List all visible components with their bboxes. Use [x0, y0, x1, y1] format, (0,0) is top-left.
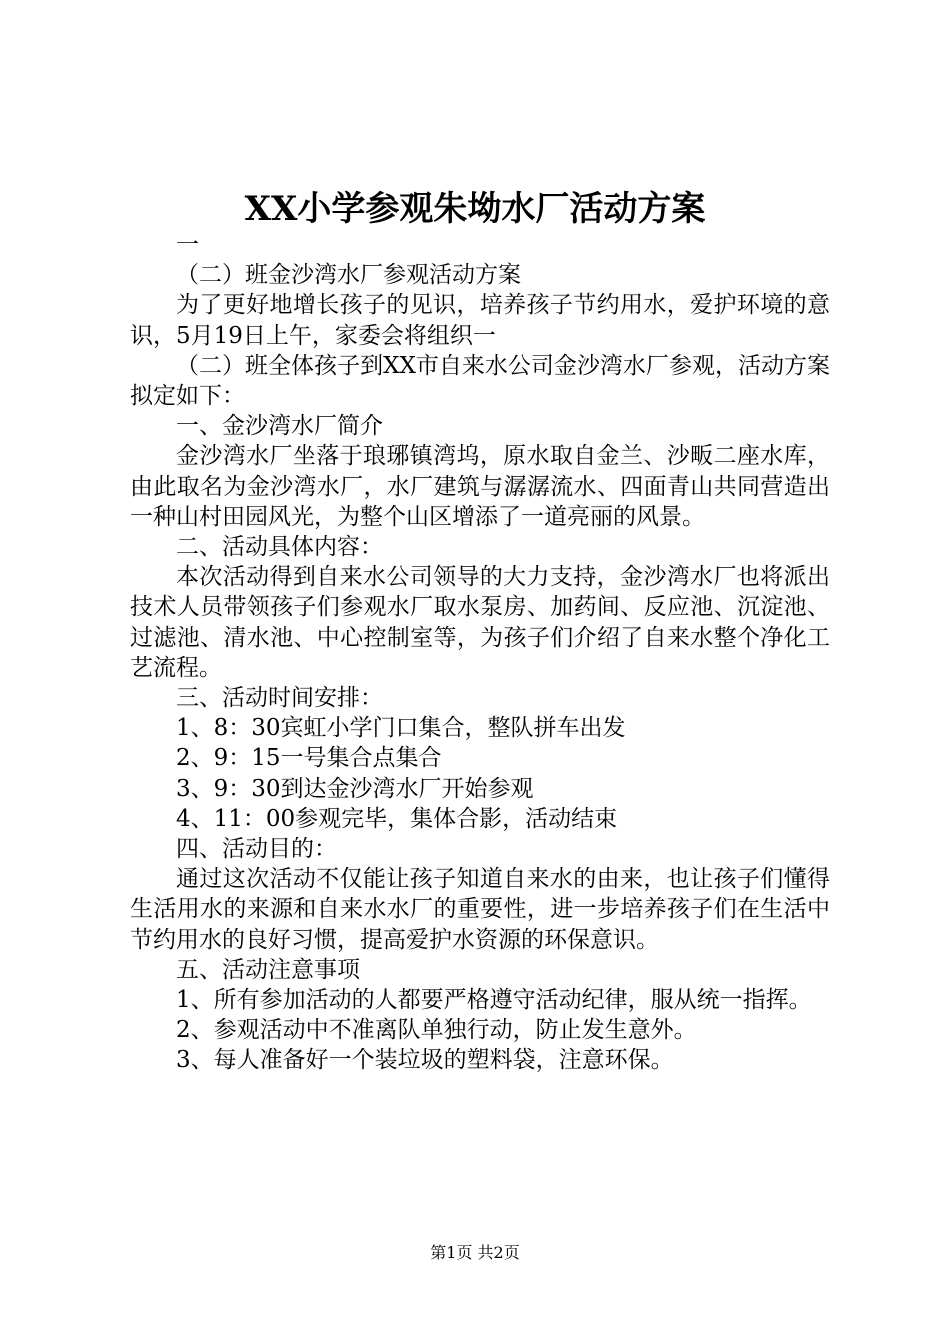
paragraph: 为了更好地增长孩子的见识，培养孩子节约用水，爱护环境的意识，5月19日上午，家委会将组织一 — [130, 292, 830, 349]
list-item: 3、9：30到达金沙湾水厂开始参观 — [176, 775, 534, 802]
section-heading: 四、活动目的： — [176, 836, 337, 863]
paragraph: 本次活动得到自来水公司领导的大力支持，金沙湾水厂也将派出技术人员带领孩子们参观水厂取水泵房、加药间、反应池、沉淀池、过滤池、清水池、中心控制室等，为孩子们介绍了自来水整个净化工艺流程。 — [130, 564, 830, 681]
document-title: XX小学参观朱坳水厂活动方案 — [244, 189, 706, 229]
section-heading: 一、金沙湾水厂简介 — [176, 413, 383, 440]
list-item: 3、每人准备好一个装垃圾的塑料袋，注意环保。 — [176, 1047, 674, 1074]
paragraph: 金沙湾水厂坐落于琅琊镇湾坞，原水取自金兰、沙畈二座水库，由此取名为金沙湾水厂，水厂建筑与潺潺流水、四面青山共同营造出一种山村田园风光，为整个山区增添了一道亮丽的风景。 — [130, 443, 830, 530]
section-heading: 二、活动具体内容： — [176, 534, 383, 561]
document-body — [130, 230, 830, 1076]
list-item: 2、参观活动中不准离队单独行动，防止发生意外。 — [176, 1017, 697, 1044]
paragraph: 一 — [176, 232, 199, 258]
paragraph: 通过这次活动不仅能让孩子知道自来水的由来，也让孩子们懂得生活用水的来源和自来水水厂的重要性，进一步培养孩子们在生活中节约用水的良好习惯，提高爱护水资源的环保意识。 — [130, 866, 830, 953]
list-item: 1、8：30宾虹小学门口集合，整队拼车出发 — [176, 715, 626, 742]
paragraph: （二）班全体孩子到XX市自来水公司金沙湾水厂参观，活动方案拟定如下： — [130, 352, 830, 410]
list-item: 1、所有参加活动的人都要严格遵守活动纪律，服从统一指挥。 — [176, 987, 812, 1014]
paragraph: （二）班金沙湾水厂参观活动方案 — [176, 262, 521, 289]
list-item: 2、9：15一号集合点集合 — [176, 745, 442, 772]
list-item: 4、11：00参观完毕，集体合影，活动结束 — [176, 805, 618, 832]
page-footer: 第1页 共2页 — [430, 1243, 520, 1262]
section-heading: 五、活动注意事项 — [176, 956, 360, 983]
section-heading: 三、活动时间安排： — [176, 685, 383, 712]
